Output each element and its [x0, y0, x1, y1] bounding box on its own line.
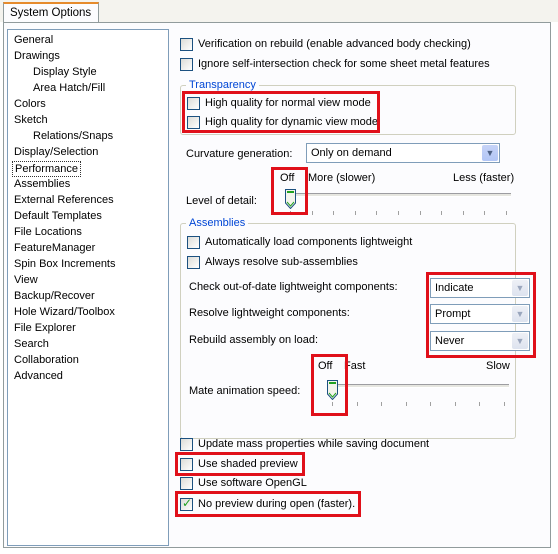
slider-tick: [504, 402, 505, 406]
checkbox-label: Update mass properties while saving document: [198, 438, 430, 450]
mate-animation-thumb[interactable]: [327, 380, 338, 400]
assemblies-group-title: Assemblies: [186, 217, 248, 230]
slider-tick: [484, 211, 485, 215]
slider-tick: [430, 402, 431, 406]
slider-tick: [420, 211, 421, 215]
tree-item-advanced[interactable]: Advanced: [14, 370, 63, 382]
level-of-detail-less-label: Less (faster): [453, 172, 515, 184]
checkbox-label: Automatically load components lightweight: [205, 236, 413, 248]
select-value: Only on demand: [311, 147, 392, 159]
checkbox-label: Use software OpenGL: [198, 477, 307, 489]
tree-item-default-templates[interactable]: Default Templates: [14, 210, 102, 222]
mate-animation-track[interactable]: [327, 384, 509, 388]
select-value: Indicate: [435, 282, 474, 294]
slider-tick: [506, 211, 507, 215]
checkbox-label: Verification on rebuild (enable advanced body checking): [198, 38, 471, 50]
checkbox-box[interactable]: [180, 498, 193, 511]
chevron-down-icon[interactable]: ▼: [482, 145, 498, 161]
tree-item-featuremanager[interactable]: FeatureManager: [14, 242, 96, 254]
curvature-generation-label: Curvature generation:: [186, 148, 293, 160]
checkbox-label: No preview during open (faster).: [198, 498, 356, 510]
tree-item-external-references[interactable]: External References: [14, 194, 114, 206]
resolve-lightweight-select[interactable]: [430, 304, 530, 324]
tree-item-display-selection[interactable]: Display/Selection: [14, 146, 99, 158]
rebuild-on-load-select[interactable]: [430, 331, 530, 351]
tree-item-spin-box-increments[interactable]: Spin Box Increments: [14, 258, 116, 270]
check-out-of-date-select[interactable]: [430, 278, 530, 298]
level-of-detail-label: Level of detail:: [186, 195, 257, 207]
tree-item-area-hatch-fill[interactable]: Area Hatch/Fill: [33, 82, 106, 94]
select-value: Never: [435, 335, 465, 347]
resolve-lightweight-label: Resolve lightweight components:: [189, 307, 350, 319]
checkbox-box[interactable]: [180, 38, 193, 51]
options-tree[interactable]: [7, 29, 169, 546]
performance-panel: [170, 29, 550, 546]
checkbox-box[interactable]: [180, 438, 193, 451]
level-of-detail-thumb[interactable]: [285, 189, 296, 209]
checkbox-box[interactable]: [187, 116, 200, 129]
checkbox-box[interactable]: [180, 477, 193, 490]
select-value: Prompt: [435, 308, 471, 320]
slider-tick: [357, 402, 358, 406]
checkbox-box[interactable]: [187, 97, 200, 110]
slider-tick: [398, 211, 399, 215]
tree-item-file-locations[interactable]: File Locations: [14, 226, 82, 238]
rebuild-on-load-label: Rebuild assembly on load:: [189, 334, 319, 346]
checkbox-box[interactable]: [180, 58, 193, 71]
slider-tick: [376, 211, 377, 215]
level-of-detail-track[interactable]: [285, 193, 511, 197]
chevron-down-icon[interactable]: ▼: [512, 306, 528, 322]
transparency-group-title: Transparency: [186, 79, 259, 92]
mate-animation-slow-label: Slow: [486, 360, 510, 372]
slider-tick: [355, 211, 356, 215]
tree-item-performance[interactable]: Performance: [12, 161, 81, 177]
slider-tick: [290, 211, 291, 215]
mate-animation-off-label: Off: [318, 360, 333, 372]
slider-tick: [381, 402, 382, 406]
tree-item-backup-recover[interactable]: Backup/Recover: [14, 290, 95, 302]
mate-animation-label: Mate animation speed:: [189, 385, 301, 397]
tree-item-relations-snaps[interactable]: Relations/Snaps: [33, 130, 114, 142]
checkbox-box[interactable]: [187, 256, 200, 269]
slider-tick: [312, 211, 313, 215]
tree-item-search[interactable]: Search: [14, 338, 49, 350]
checkbox-label: Ignore self-intersection check for some sheet metal features: [198, 58, 490, 70]
tree-item-sketch[interactable]: Sketch: [14, 114, 48, 126]
checkbox-label: Always resolve sub-assemblies: [205, 256, 358, 268]
mate-animation-fast-label: Fast: [344, 360, 366, 372]
slider-tick: [463, 211, 464, 215]
tree-item-file-explorer[interactable]: File Explorer: [14, 322, 76, 334]
chevron-down-icon[interactable]: ▼: [512, 333, 528, 349]
checkbox-label: Use shaded preview: [198, 458, 298, 470]
checkbox-box[interactable]: [187, 236, 200, 249]
slider-tick: [333, 211, 334, 215]
slider-tick: [441, 211, 442, 215]
tree-item-drawings[interactable]: Drawings: [14, 50, 60, 62]
tree-item-hole-wizard-toolbox[interactable]: Hole Wizard/Toolbox: [14, 306, 115, 318]
tree-item-general[interactable]: General: [14, 34, 54, 46]
check-out-of-date-label: Check out-of-date lightweight components:: [189, 281, 398, 293]
curvature-generation-select[interactable]: [306, 143, 500, 163]
checkbox-box[interactable]: [180, 458, 193, 471]
chevron-down-icon[interactable]: ▼: [512, 280, 528, 296]
tree-item-colors[interactable]: Colors: [14, 98, 46, 110]
checkbox-label: High quality for normal view mode: [205, 97, 371, 109]
level-of-detail-more-label: More (slower): [308, 172, 376, 184]
tree-item-assemblies[interactable]: Assemblies: [14, 178, 71, 190]
level-of-detail-off-label: Off: [280, 172, 295, 184]
tree-item-view[interactable]: View: [14, 274, 38, 286]
slider-tick: [479, 402, 480, 406]
checkbox-label: High quality for dynamic view mode: [205, 116, 379, 128]
slider-tick: [455, 402, 456, 406]
slider-tick: [406, 402, 407, 406]
slider-tick: [332, 402, 333, 406]
tree-item-display-style[interactable]: Display Style: [33, 66, 97, 78]
tree-item-collaboration[interactable]: Collaboration: [14, 354, 79, 366]
tab-system-options[interactable]: System Options: [3, 2, 99, 23]
